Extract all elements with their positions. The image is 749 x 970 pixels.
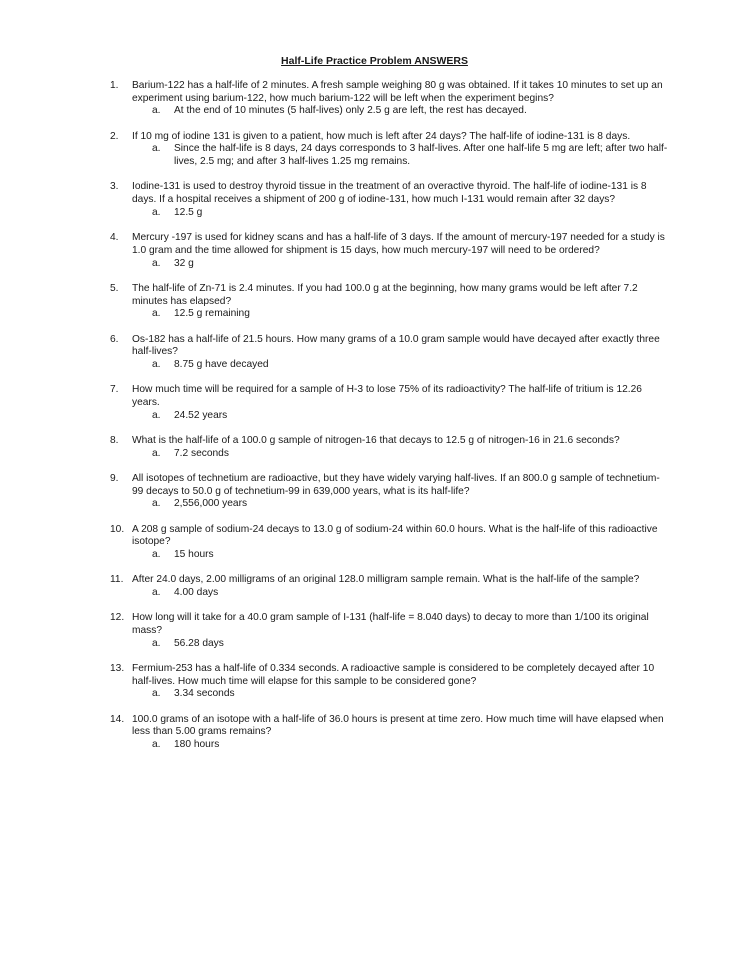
answer-line — [152, 448, 670, 461]
question-text: Barium-122 has a half-life of 2 minutes. A fresh sample weighing 80 g was obtained. If it takes 10 minutes to set up an experiment using barium-122, how much barium-122 will be left when the experiment begins? — [132, 80, 663, 104]
answer-letter: a. — [152, 409, 161, 421]
page-title: Half-Life Practice Problem ANSWERS — [281, 55, 468, 67]
answer-line — [152, 549, 670, 562]
question-item — [110, 384, 670, 422]
answer-line — [152, 308, 670, 321]
question-item — [110, 334, 670, 372]
answer-line — [152, 105, 670, 118]
question-number: 2. — [110, 130, 119, 142]
question-number: 1. — [110, 80, 119, 91]
question-item — [110, 181, 670, 219]
question-item — [110, 131, 670, 169]
question-number: 7. — [110, 384, 119, 396]
answer-letter: a. — [152, 447, 161, 459]
question-item — [110, 473, 670, 511]
question-text: The half-life of Zn-71 is 2.4 minutes. If you had 100.0 g at the beginning, how many grams would be left after 7.2 minutes has elapsed? — [132, 282, 638, 307]
answer-letter: a. — [152, 143, 161, 155]
question-number: 10. — [110, 523, 125, 535]
answer-line — [152, 143, 670, 168]
answer-letter: a. — [152, 688, 161, 700]
question-number: 6. — [110, 333, 119, 345]
answer-line — [152, 638, 670, 651]
answer-letter: a. — [152, 308, 161, 320]
answer-text: 180 hours — [174, 739, 220, 751]
answer-text: 12.5 g — [174, 206, 203, 218]
answer-text: 4.00 days — [174, 587, 219, 599]
question-text: Iodine-131 is used to destroy thyroid tissue in the treatment of an overactive thyroid. The half-life of iodine-131 is 8 days. If a hospital receives a shipment of 200 g of iodine-131, how much I-131 would remain after 32 days? — [132, 181, 647, 206]
question-item — [110, 435, 670, 460]
question-text: All isotopes of technetium are radioactive, but they have widely varying half-lives. If an 800.0 g sample of technetium-99 decays to 50.0 g of technetium-99 in 639,000 years, what is its half-life? — [132, 472, 660, 497]
answer-text: 56.28 days — [174, 637, 224, 649]
question-number: 13. — [110, 663, 125, 675]
question-text: 100.0 grams of an isotope with a half-life of 36.0 hours is present at time zero. How much time will have elapsed when less than 5.00 grams remains? — [132, 713, 664, 738]
question-item — [110, 80, 670, 118]
question-number: 4. — [110, 232, 119, 244]
answer-text: 15 hours — [174, 549, 214, 561]
question-item — [110, 714, 670, 752]
question-text: How much time will be required for a sample of H-3 to lose 75% of its radioactivity? The half-life of tritium is 12.26 years. — [132, 384, 642, 408]
question-text: What is the half-life of a 100.0 g sample of nitrogen-16 that decays to 12.5 g of nitrogen-16 in 21.6 seconds? — [132, 434, 620, 446]
answer-text: 12.5 g remaining — [174, 308, 250, 320]
answer-line — [152, 258, 670, 271]
question-item — [110, 232, 670, 270]
answer-line — [152, 739, 670, 752]
answer-text: At the end of 10 minutes (5 half-lives) only 2.5 g are left, the rest has decayed. — [174, 105, 527, 117]
question-item — [110, 283, 670, 321]
answer-letter: a. — [152, 498, 161, 510]
question-text: How long will it take for a 40.0 gram sample of I-131 (half-life = 8.040 days) to decay to more than 1/100 its original mass? — [132, 612, 649, 637]
question-list — [110, 80, 670, 764]
question-item — [110, 524, 670, 562]
question-number: 11. — [110, 574, 124, 586]
answer-letter: a. — [152, 549, 161, 561]
question-text: After 24.0 days, 2.00 milligrams of an original 128.0 milligram sample remain. What is the half-life of the sample? — [132, 574, 640, 586]
question-text: Fermium-253 has a half-life of 0.334 seconds. A radioactive sample is considered to be completely decayed after 10 half-lives. How much time will elapse for this sample to be considered gone? — [132, 663, 655, 687]
answer-letter: a. — [152, 637, 161, 649]
answer-line — [152, 410, 670, 423]
question-text: Mercury -197 is used for kidney scans and has a half-life of 3 days. If the amount of mercury-197 needed for a study is 1.0 gram and the time allowed for shipment is 15 days, how much mercury-197 will need to be ordered? — [132, 232, 665, 256]
question-number: 9. — [110, 472, 119, 484]
answer-letter: a. — [152, 587, 161, 599]
answer-text: 24.52 years — [174, 409, 228, 421]
question-number: 3. — [110, 181, 119, 193]
answer-letter: a. — [152, 358, 161, 370]
question-text: A 208 g sample of sodium-24 decays to 13.0 g of sodium-24 within 60.0 hours. What is the half-life of this radioactive isotope? — [132, 523, 658, 548]
question-number: 14. — [110, 713, 125, 725]
answer-text: 32 g — [174, 257, 194, 269]
answer-text: 7.2 seconds — [174, 447, 229, 459]
answer-letter: a. — [152, 257, 161, 269]
answer-text: 8.75 g have decayed — [174, 358, 269, 370]
answer-text: 3.34 seconds — [174, 688, 235, 700]
question-text: Os-182 has a half-life of 21.5 hours. How many grams of a 10.0 gram sample would have decayed after exactly three half-lives? — [132, 333, 660, 358]
answer-text: Since the half-life is 8 days, 24 days corresponds to 3 half-lives. After one half-life 5 mg are left; after two half-lives, 2.5 mg; and after 3 half-lives 1.25 mg remains. — [174, 143, 668, 168]
answer-text: 2,556,000 years — [174, 498, 248, 510]
question-item — [110, 574, 670, 599]
answer-letter: a. — [152, 206, 161, 218]
answer-line — [152, 688, 670, 701]
answer-line — [152, 587, 670, 600]
answer-line — [152, 498, 670, 511]
question-number: 12. — [110, 612, 125, 624]
question-number: 8. — [110, 434, 119, 446]
answer-line — [152, 359, 670, 372]
answer-line — [152, 207, 670, 220]
question-number: 5. — [110, 282, 119, 294]
answer-letter: a. — [152, 105, 161, 117]
question-item — [110, 612, 670, 650]
question-text: If 10 mg of iodine 131 is given to a patient, how much is left after 24 days? The half-life of iodine-131 is 8 days. — [132, 130, 631, 142]
answer-letter: a. — [152, 739, 161, 751]
question-item — [110, 663, 670, 701]
